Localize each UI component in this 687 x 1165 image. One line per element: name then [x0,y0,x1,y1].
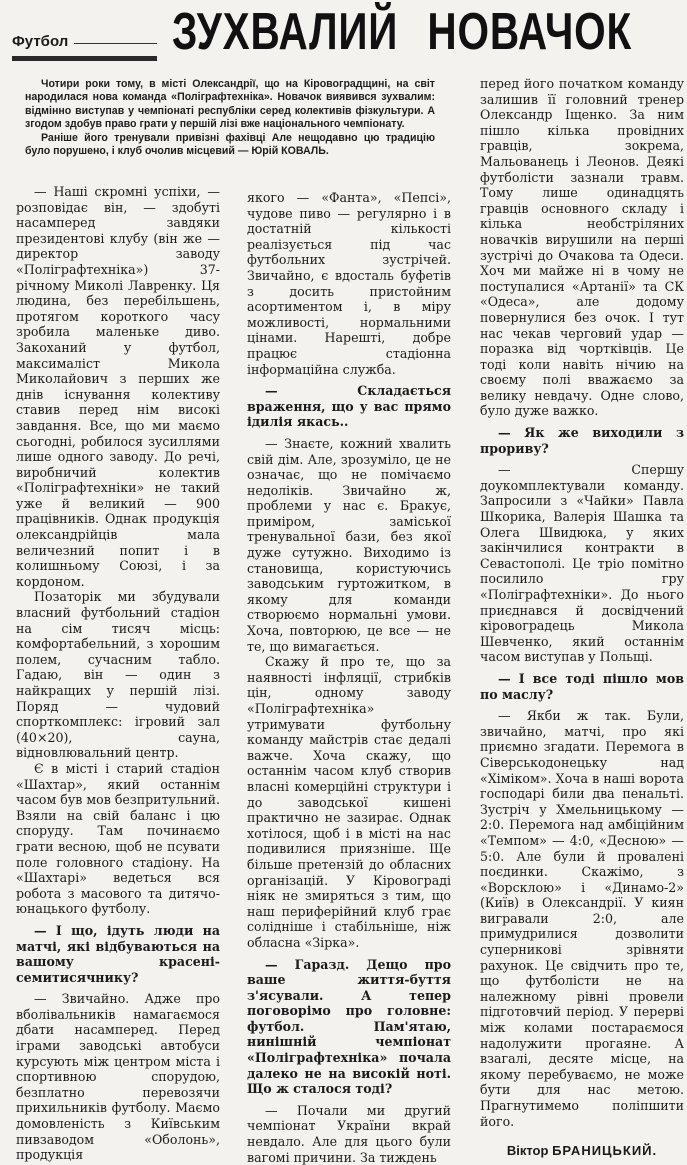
rubric-label: Футбол [12,33,69,50]
body-paragraph: — Якби ж так. Були, звичайно, матчі, про які приємно згадати. Перемога в Сіверськодонецьку над «Хіміком». Хоча в наші ворота господарі били два пенальті. Зустріч у Хмельницькому — 2:0. Перемога над амбіційним «Темпом» — 4:0, «Десною» — 5:0. Але були й провалені поєдинки. Скажімо, з «Ворсклою» і «Динамо-2» (Київ) в Олександрії. У киян вигравали 2:0, але примудрилися дозволити суперникові зрівняти рахунок. Це свідчить про те, що футболісти не на належному рівні провели підготовчий період. У перерві між колами постараємося надолужити прогаяне. А взагалі, десяте місце, на якому перебуваємо, не може бути для нас метою. Прагнутимемо поліпшити його. [480,708,684,1129]
article-column-1 [16,184,220,1163]
body-paragraph: — Звичайно. Адже про вболівальників намагаємося дбати насамперед. Перед іграми заводські автобуси курсують між центром міста і спортивною спорудою, безплатно перевозячи прихильників футболу. Маємо домовленість з Київським пивзаводом «Оболонь», продукція [16,991,220,1163]
body-paragraph: Скажу й про те, що за наявності інфляції, стрибків цін, одному заводу «Поліграфтехніка» утримувати футбольну команду майстрів стає дедалі важче. Хоча скажу, що останнім часом клуб створив власні комерційні структури і до заводської кишені практично не зазирає. Однак хотілося, щоб і в місті на нас подивилися приязніше. Ще більше претензій до обласних організацій. У Кіровограді ніяк не змиряться з тим, що наш периферійний клуб грає солідніше і стабільніше, ніж обласна «Зірка». [247,654,451,950]
interview-question: — Гаразд. Дещо про ваше життя-буття з'ясували. А тепер поговорімо про головне: футбол. Пам'ятаю, нинішній чемпіонат «Поліграфтехніка» почала далеко не на високій ноті. Що ж сталося тоді? [247,956,451,1097]
body-paragraph: — Знаєте, кожний хвалить свій дім. Але, зрозуміло, це не означає, що не помічаємо недоліків. Звичайно ж, проблеми у нас є. Бракує, приміром, заміської тренувальної бази, без якої дуже сутужно. Виходимо із становища, користуючись заводським гуртожитком, в якому для команди створюємо нормальні умови. Хоча, повторюю, це все — не те, що вимагається. [247,435,451,654]
interview-question: — І все тоді пішло мов по маслу? [480,670,684,702]
section-rubric [12,33,157,61]
lead-paragraph: Чотири роки тому, в місті Олександрії, що на Кіровоградщині, на світ народилася нова команда «Поліграфтехніка». Новачок виявився зухвалим: відмінно виступав у чемпіонаті республіки серед колективів фізкультури. А згодом здобув право грати у першій лізі вже національного чемпіонату. [25,78,435,131]
author-signature [480,1143,684,1159]
article-column-3 [480,76,684,1159]
interview-question: — І що, ідуть люди на матчі, які відбуваються на вашому красені-семитисячнику? [16,922,220,985]
headline: ЗУХВАЛИЙ НОВАЧОК [172,3,633,61]
body-paragraph: Є в місті і старий стадіон «Шахтар», який останнім часом був мов безпритульний. Взяли на свій баланс і цю споруду. Там починаємо грати весною, щоб не псувати поле головного стадіону. На «Шахтарі» ведеться вся робота з масового та дитячо-юнацького футболу. [16,760,220,917]
lead-paragraph: Раніше його тренували привізні фахівці Але нещодавно цю традицію було порушено, і клуб очолив місцевий — Юрій КОВАЛЬ. [25,131,435,158]
continued-paragraph: якого — «Фанта», «Пепсі», чудове пиво — регулярно і в достатній кількості реалізується під час футбольних зустрічей. Звичайно, є вдосталь буфетів з досить пристойним асортиментом і, в міру можливості, нормальними цінами. Нарешті, добре працює стадіонна інформаційна служба. [247,190,451,377]
rubric-bar [12,56,157,61]
author-surname: БРАНИЦЬКИЙ. [552,1143,658,1159]
body-paragraph: — Наші скромні успіхи, — розповідає він, — здобуті насамперед завдяки президентові клубу (він же — директор заводу «Поліграфтехніка») 37-річному Миколі Лавренку. Ця людина, без перебільшень, протягом короткого часу зробила маленьке диво. Закоханий у футбол, максималіст Микола Миколайович з перших же днів існування колективу ставив перед нім високі завдання. Все, що ми маємо сьогодні, робилося зусиллями лише одного заводу. До речі, виробничий колектив «Поліграфтехніки» не такий уже й великий — 900 працівників. Однак продукція олександрійців мала величезний попит і в колишньому Союзі, і за кордоном. [16,184,220,589]
lead-paragraphs [25,78,435,158]
body-paragraph: — Почали ми другий чемпіонат України вкрай невдало. Але для цього були вагомі причини. За тиждень [247,1102,451,1165]
author-first-name: Віктор [506,1143,549,1159]
continued-paragraph: перед його початком команду залишив її головний тренер Олександр Іщенко. За ним пішло кілька провідних гравців, зокрема, Мальованець і Леонов. Деякі футболісти зазнали травм. Тому лише одинадцять гравців основного складу і кілька необстріляних новачків вирушили на перші зустрічі до Очакова та Одеси. Хоч ми майже ні в чому не поступалися «Артанії» та СК «Одеса», але додому повернулися без очок. І тут нас чекав черговий удар — поразка від чортківців. Це тоді коли навіть нічию на своєму полі вважаємо за велику невдачу. Одне слово, було дуже важко. [480,76,684,419]
article-column-2 [247,190,451,1165]
interview-question: — Складається враження, що у вас прямо ідилія якась.. [247,383,451,430]
interview-question: — Як же виходили з прориву? [480,425,684,456]
body-paragraph: — Спершу доукомплектували команду. Запросили з «Чайки» Павла Шкорика, Валерія Шашка та Олега Швидюка, у яких закінчилися контракти в Севастополі. Це тріо помітно посилило гру «Поліграфтехніки». До нього приєднався й досвідчений кіровоградець Микола Шевченко, який останнім часом виступав у Польщі. [480,462,684,665]
rubric-rule [74,43,157,44]
body-paragraph: Позаторік ми збудували власний футбольний стадіон на сім тисяч місць: комфортабельний, з хорошим полем, сучасним табло. Гадаю, він — один з найкращих у першій лізі. Поряд — чудовий спорткомплекс: ігровий зал (40×20), сауна, відновлювальний центр. [16,589,220,761]
